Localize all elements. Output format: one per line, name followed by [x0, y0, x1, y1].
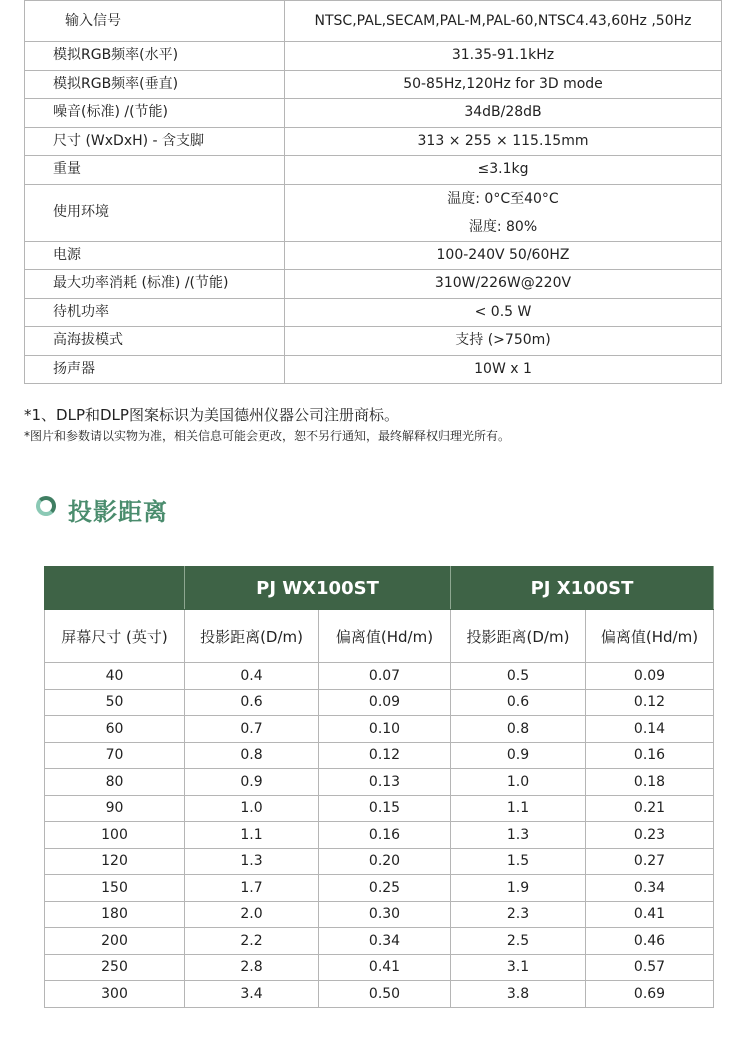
- table-row: [45, 769, 714, 796]
- spec-value: 10W x 1: [285, 355, 722, 384]
- offset-cell: 0.13: [319, 769, 451, 796]
- offset-cell: 0.18: [585, 769, 713, 796]
- distance-cell: 1.3: [185, 848, 319, 875]
- spec-label: 模拟RGB频率(垂直): [25, 70, 285, 99]
- distance-cell: 3.8: [450, 981, 585, 1008]
- table-row: [45, 689, 714, 716]
- table-row: [45, 928, 714, 955]
- distance-cell: 2.0: [185, 901, 319, 928]
- spec-value: 310W/226W@220V: [285, 270, 722, 299]
- distance-cell: 1.5: [450, 848, 585, 875]
- screen-size-cell: 60: [45, 716, 185, 743]
- spec-label: 高海拔模式: [25, 327, 285, 356]
- distance-header-1: 投影距离(D/m): [185, 610, 319, 663]
- distance-table-body: [45, 663, 714, 1008]
- screen-size-cell: 250: [45, 954, 185, 981]
- trademark-note: *1、DLP和DLP图案标识为美国德州仪器公司注册商标。: [24, 406, 399, 424]
- spec-value-line: 温度: 0°C至40°C: [447, 190, 559, 207]
- distance-header-2: 投影距离(D/m): [450, 610, 585, 663]
- offset-cell: 0.09: [585, 663, 713, 690]
- distance-cell: 0.9: [185, 769, 319, 796]
- table-row: [45, 875, 714, 902]
- offset-cell: 0.15: [319, 795, 451, 822]
- offset-cell: 0.25: [319, 875, 451, 902]
- spec-value: 50-85Hz,120Hz for 3D mode: [285, 70, 722, 99]
- offset-cell: 0.50: [319, 981, 451, 1008]
- spec-value: [285, 184, 722, 241]
- spec-value: 100-240V 50/60HZ: [285, 241, 722, 270]
- header-blank-cell: [45, 567, 185, 610]
- distance-cell: 1.1: [450, 795, 585, 822]
- distance-cell: 2.8: [185, 954, 319, 981]
- offset-cell: 0.46: [585, 928, 713, 955]
- offset-cell: 0.09: [319, 689, 451, 716]
- table-row: [45, 848, 714, 875]
- spec-value: 支持 (>750m): [285, 327, 722, 356]
- spec-row: [25, 241, 722, 270]
- distance-cell: 1.3: [450, 822, 585, 849]
- spec-row: [25, 355, 722, 384]
- section-title: 投影距离: [68, 498, 168, 526]
- distance-cell: 0.8: [450, 716, 585, 743]
- model-header-wx100st: PJ WX100ST: [185, 567, 451, 610]
- spec-value: < 0.5 W: [285, 298, 722, 327]
- offset-cell: 0.34: [585, 875, 713, 902]
- spec-row: [25, 1, 722, 42]
- projection-distance-table: [44, 566, 714, 1008]
- distance-cell: 1.1: [185, 822, 319, 849]
- table-row: [45, 795, 714, 822]
- spec-table: [24, 0, 722, 384]
- offset-cell: 0.12: [585, 689, 713, 716]
- footnotes: [24, 404, 510, 446]
- spec-row: [25, 127, 722, 156]
- spec-label: 重量: [25, 156, 285, 185]
- offset-header-1: 偏离值(Hd/m): [319, 610, 451, 663]
- offset-cell: 0.20: [319, 848, 451, 875]
- screen-size-header: 屏幕尺寸 (英寸): [45, 610, 185, 663]
- offset-cell: 0.41: [585, 901, 713, 928]
- offset-cell: 0.30: [319, 901, 451, 928]
- offset-header-2: 偏离值(Hd/m): [585, 610, 713, 663]
- spec-row: [25, 156, 722, 185]
- distance-cell: 2.5: [450, 928, 585, 955]
- distance-cell: 2.3: [450, 901, 585, 928]
- offset-cell: 0.21: [585, 795, 713, 822]
- offset-cell: 0.16: [319, 822, 451, 849]
- offset-cell: 0.23: [585, 822, 713, 849]
- screen-size-cell: 150: [45, 875, 185, 902]
- offset-cell: 0.57: [585, 954, 713, 981]
- table-row: [45, 954, 714, 981]
- spec-row: [25, 42, 722, 71]
- distance-cell: 0.8: [185, 742, 319, 769]
- spec-value-line: 湿度: 80%: [468, 218, 538, 235]
- distance-cell: 0.4: [185, 663, 319, 690]
- distance-cell: 0.9: [450, 742, 585, 769]
- distance-cell: 0.6: [450, 689, 585, 716]
- distance-cell: 1.9: [450, 875, 585, 902]
- screen-size-cell: 40: [45, 663, 185, 690]
- offset-cell: 0.12: [319, 742, 451, 769]
- table-row: [45, 716, 714, 743]
- column-header-row: [45, 610, 714, 663]
- offset-cell: 0.69: [585, 981, 713, 1008]
- offset-cell: 0.34: [319, 928, 451, 955]
- spec-value: 34dB/28dB: [285, 99, 722, 128]
- spec-value: ≤3.1kg: [285, 156, 722, 185]
- screen-size-cell: 200: [45, 928, 185, 955]
- screen-size-cell: 90: [45, 795, 185, 822]
- table-row: [45, 981, 714, 1008]
- spec-value: 313 × 255 × 115.15mm: [285, 127, 722, 156]
- spec-label: 尺寸 (WxDxH) - 含支脚: [25, 127, 285, 156]
- spec-row: [25, 70, 722, 99]
- table-row: [45, 742, 714, 769]
- spec-row: [25, 184, 722, 241]
- spec-row: [25, 298, 722, 327]
- distance-cell: 1.0: [185, 795, 319, 822]
- distance-cell: 0.7: [185, 716, 319, 743]
- distance-cell: 0.5: [450, 663, 585, 690]
- table-row: [45, 822, 714, 849]
- offset-cell: 0.27: [585, 848, 713, 875]
- spec-label: 扬声器: [25, 355, 285, 384]
- screen-size-cell: 100: [45, 822, 185, 849]
- table-row: [45, 901, 714, 928]
- screen-size-cell: 120: [45, 848, 185, 875]
- offset-cell: 0.07: [319, 663, 451, 690]
- distance-cell: 2.2: [185, 928, 319, 955]
- disclaimer-note: *图片和参数请以实物为准，相关信息可能会更改，恕不另行通知，最终解释权归理光所有。: [24, 429, 511, 443]
- screen-size-cell: 180: [45, 901, 185, 928]
- spec-label: 模拟RGB频率(水平): [25, 42, 285, 71]
- screen-size-cell: 80: [45, 769, 185, 796]
- screen-size-cell: 50: [45, 689, 185, 716]
- spec-label: 待机功率: [25, 298, 285, 327]
- spec-label: 输入信号: [25, 1, 285, 42]
- distance-cell: 1.7: [185, 875, 319, 902]
- spec-table-body: [25, 1, 722, 384]
- spec-row: [25, 327, 722, 356]
- spec-label: 使用环境: [25, 184, 285, 241]
- screen-size-cell: 70: [45, 742, 185, 769]
- model-header-row: [45, 567, 714, 610]
- spec-value: 31.35-91.1kHz: [285, 42, 722, 71]
- distance-cell: 3.4: [185, 981, 319, 1008]
- ring-icon: [36, 496, 56, 516]
- distance-cell: 1.0: [450, 769, 585, 796]
- spec-value: NTSC,PAL,SECAM,PAL-M,PAL-60,NTSC4.43,60Hz ,50Hz: [285, 1, 722, 42]
- model-header-x100st: PJ X100ST: [450, 567, 713, 610]
- offset-cell: 0.10: [319, 716, 451, 743]
- offset-cell: 0.16: [585, 742, 713, 769]
- spec-row: [25, 99, 722, 128]
- offset-cell: 0.14: [585, 716, 713, 743]
- offset-cell: 0.41: [319, 954, 451, 981]
- spec-label: 最大功率消耗 (标准) /(节能): [25, 270, 285, 299]
- spec-row: [25, 270, 722, 299]
- distance-cell: 0.6: [185, 689, 319, 716]
- spec-label: 电源: [25, 241, 285, 270]
- spec-label: 噪音(标准) /(节能): [25, 99, 285, 128]
- screen-size-cell: 300: [45, 981, 185, 1008]
- table-row: [45, 663, 714, 690]
- distance-cell: 3.1: [450, 954, 585, 981]
